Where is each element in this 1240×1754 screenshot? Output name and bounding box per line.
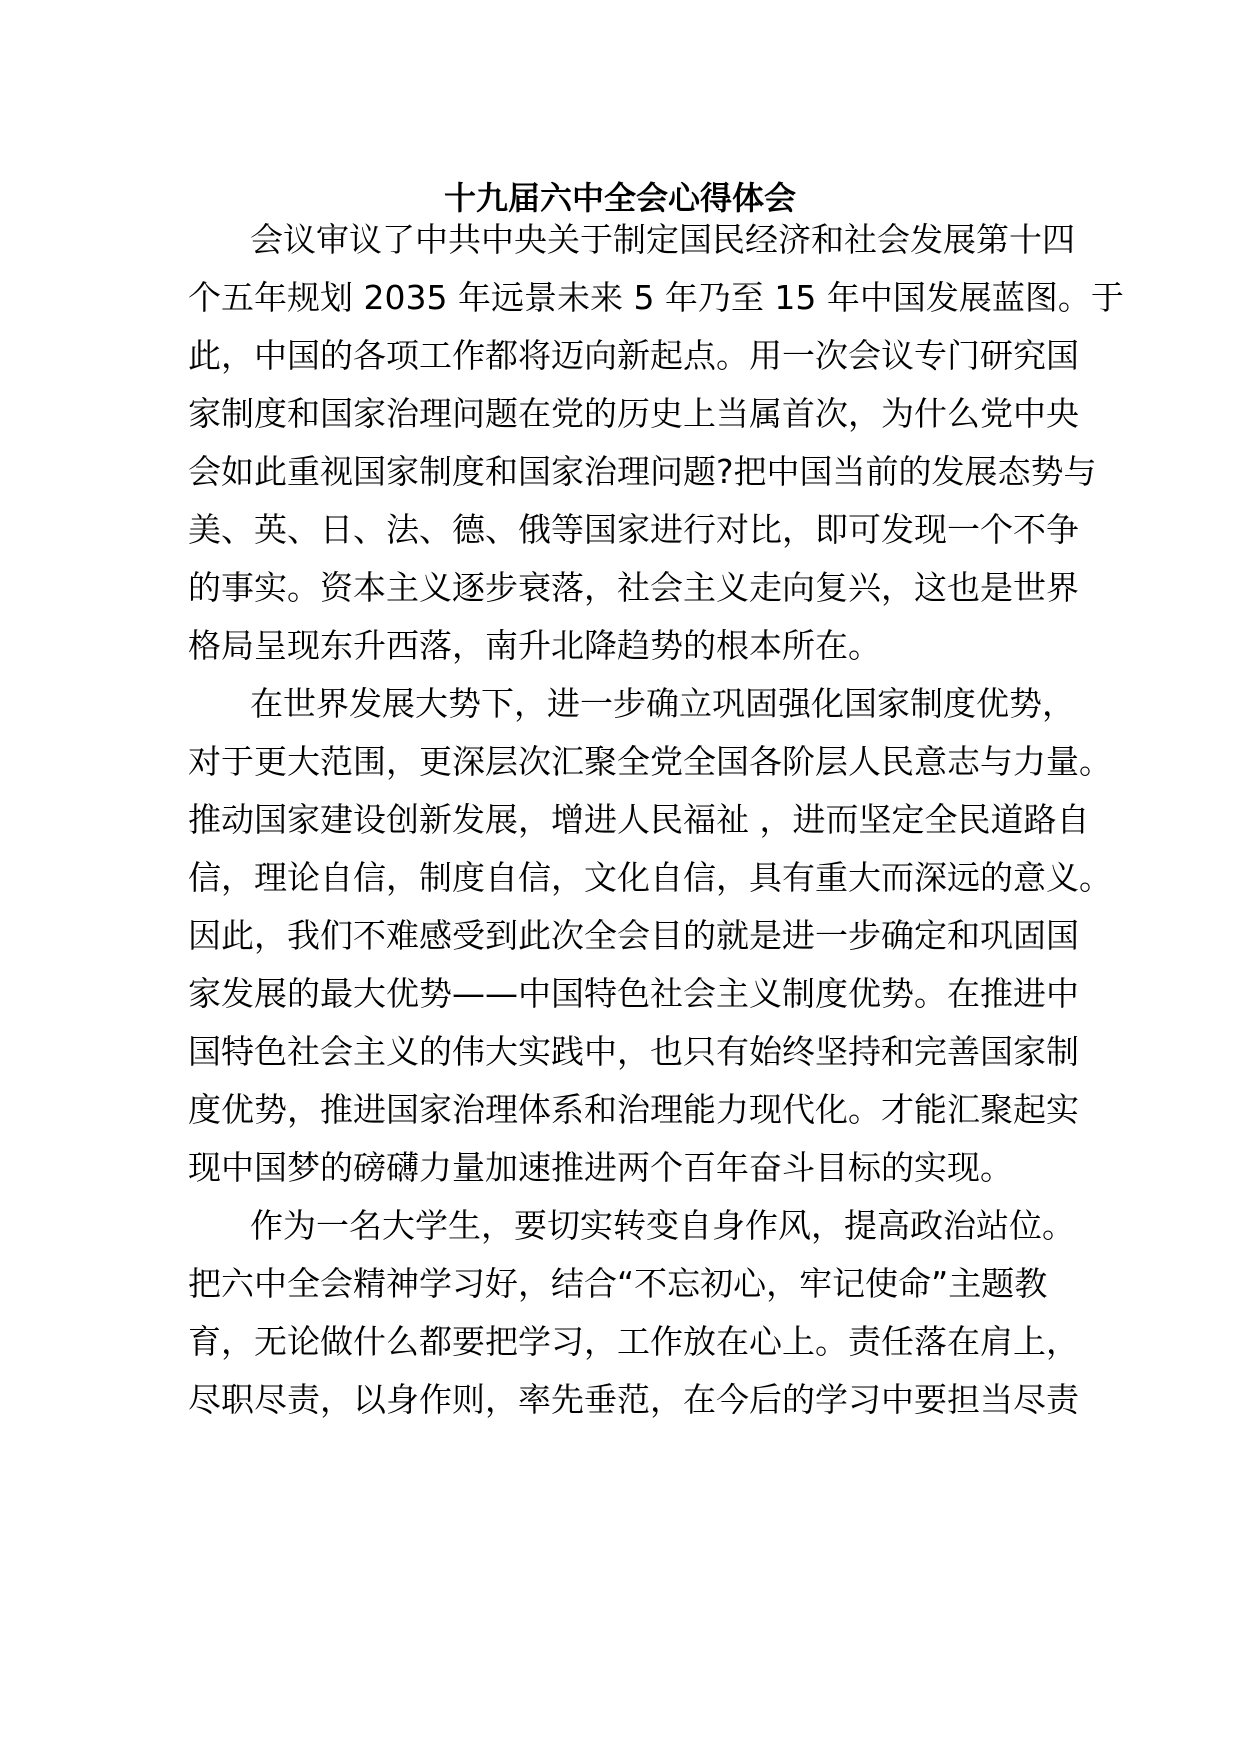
paragraph-line: 现中国梦的磅礴力量加速推进两个百年奋斗目标的实现。 (188, 1148, 1013, 1187)
paragraph-line: 育，无论做什么都要把学习，工作放在心上。责任落在肩上， (188, 1322, 1079, 1361)
paragraph-line: 个五年规划 2035 年远景未来 5 年乃至 15 年中国发展蓝图。于 (188, 278, 1124, 317)
paragraph-line: 对于更大范围，更深层次汇聚全党全国各阶层人民意志与力量。 (188, 742, 1112, 781)
document-title: 十九届六中全会心得体会 (443, 179, 796, 217)
paragraph-line: 家制度和国家治理问题在党的历史上当属首次，为什么党中央 (188, 394, 1079, 433)
paragraph-line: 此，中国的各项工作都将迈向新起点。用一次会议专门研究国 (188, 336, 1079, 375)
paragraph-line: 在世界发展大势下，进一步确立巩固强化国家制度优势， (250, 684, 1075, 723)
paragraph-line: 会议审议了中共中央关于制定国民经济和社会发展第十四 (250, 220, 1075, 259)
paragraph-line: 推动国家建设创新发展，增进人民福祉 ，进而坚定全民道路自 (188, 800, 1090, 839)
paragraph-line: 家发展的最大优势——中国特色社会主义制度优势。在推进中 (188, 974, 1079, 1013)
paragraph-line: 尽职尽责，以身作则，率先垂范，在今后的学习中要担当尽责 (188, 1380, 1079, 1419)
paragraph-line: 美、英、日、法、德、俄等国家进行对比，即可发现一个不争 (188, 510, 1079, 549)
paragraph-line: 因此，我们不难感受到此次全会目的就是进一步确定和巩固国 (188, 916, 1079, 955)
paragraph-line: 的事实。资本主义逐步衰落，社会主义走向复兴，这也是世界 (188, 568, 1079, 607)
paragraph-line: 国特色社会主义的伟大实践中，也只有始终坚持和完善国家制 (188, 1032, 1079, 1071)
paragraph-line: 信，理论自信，制度自信，文化自信，具有重大而深远的意义。 (188, 858, 1112, 897)
paragraph-line: 作为一名大学生，要切实转变自身作风，提高政治站位。 (250, 1206, 1075, 1245)
paragraph-line: 把六中全会精神学习好，结合“不忘初心，牢记使命”主题教 (188, 1264, 1048, 1303)
paragraph-line: 会如此重视国家制度和国家治理问题?把中国当前的发展态势与 (188, 452, 1097, 491)
paragraph-line: 度优势，推进国家治理体系和治理能力现代化。才能汇聚起实 (188, 1090, 1079, 1129)
paragraph-line: 格局呈现东升西落，南升北降趋势的根本所在。 (188, 626, 881, 665)
